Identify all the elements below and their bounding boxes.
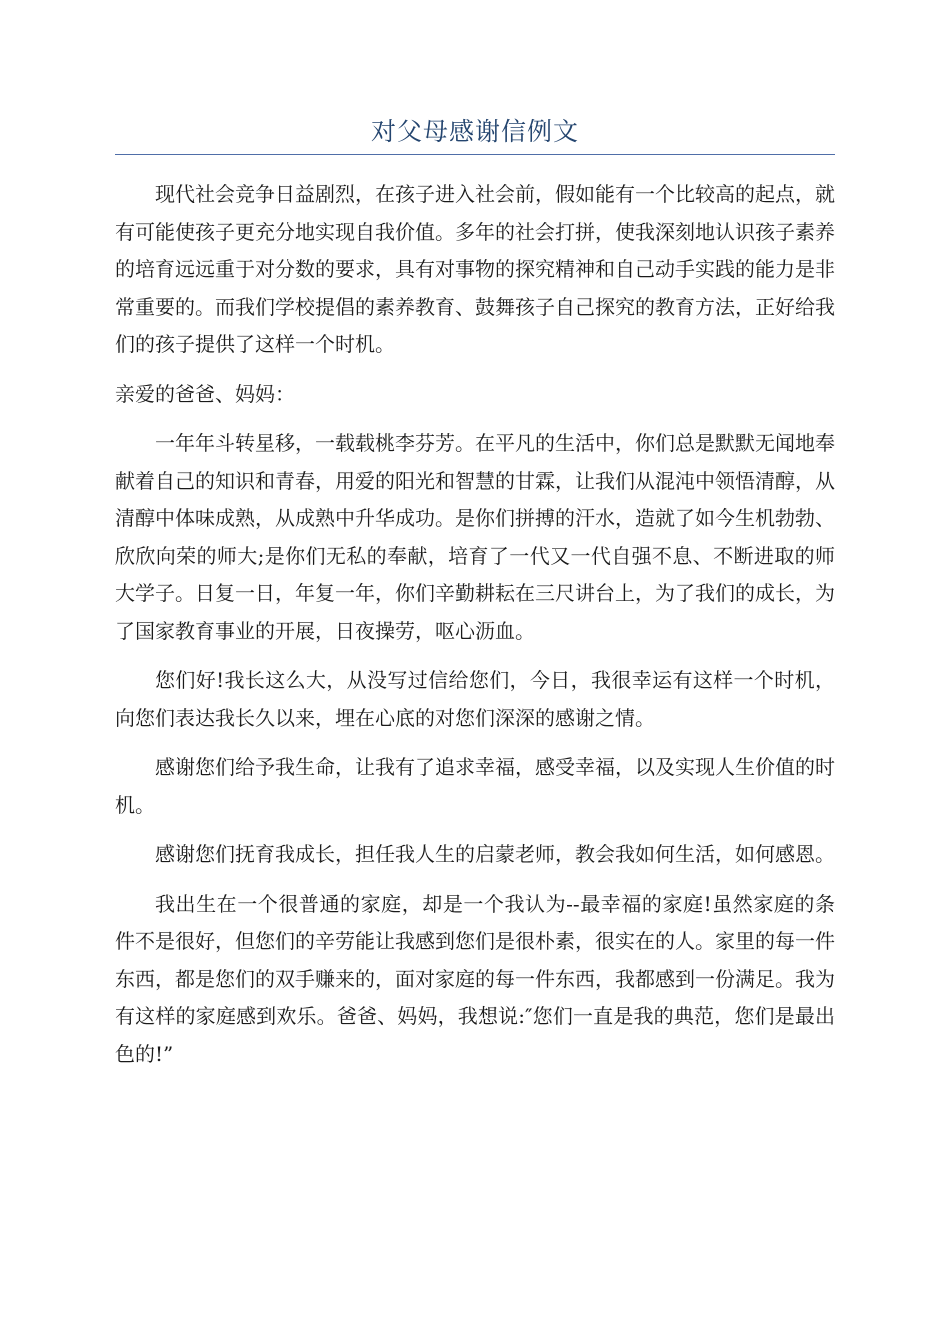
document-title: 对父母感谢信例文 [370, 117, 579, 146]
paragraph-thanks-life: 感谢您们给予我生命，让我有了追求幸福，感受幸福，以及实现人生价值的时机。 [115, 755, 835, 817]
paragraph-gratitude: 一年年斗转星移，一载载桃李芬芳。在平凡的生活中，你们总是默默无闻地奉献着自己的知识和青春，用爱的阳光和智慧的甘霖，让我们从混沌中领悟清醇，从清醇中体味成熟，从成熟中升华成功。是你们拼搏的汗水，造就了如今生机勃勃、欣欣向荣的师大;是你们无私的奉献，培育了一代又一代自强不息、不断进取的师大学子。日复一日，年复一年，你们辛勤耕耘在三尺讲台上，为了我们的成长，为了国家教育事业的开展，日夜操劳，呕心沥血。 [115, 431, 835, 643]
paragraph-thanks-upbringing: 感谢您们抚育我成长，担任我人生的启蒙老师，教会我如何生活，如何感恩。 [155, 842, 835, 866]
salutation: 亲爱的爸爸、妈妈： [115, 381, 295, 406]
paragraph-greeting: 您们好!我长这么大，从没写过信给您们，今日，我很幸运有这样一个时机，向您们表达我长久以来，埋在心底的对您们深深的感谢之情。 [115, 668, 835, 730]
document-body [115, 176, 835, 1085]
paragraph-intro: 现代社会竞争日益剧烈，在孩子进入社会前，假如能有一个比较高的起点，就有可能使孩子更充分地实现自我价值。多年的社会打拼，使我深刻地认识孩子素养的培育远远重于对分数的要求，具有对事物的探究精神和自己动手实践的能力是非常重要的。而我们学校提倡的素养教育、鼓舞孩子自己探究的教育方法，正好给我们的孩子提供了这样一个时机。 [115, 182, 835, 356]
title-underline [115, 154, 835, 155]
paragraph-family: 我出生在一个很普通的家庭，却是一个我认为--最幸福的家庭!虽然家庭的条件不是很好，但您们的辛劳能让我感到您们是很朴素，很实在的人。家里的每一件东西，都是您们的双手赚来的，面对家庭的每一件东西，我都感到一份满足。我为有这样的家庭感到欢乐。爸爸、妈妈，我想说:″您们一直是我的典范，您们是最出色的!” [115, 891, 835, 1066]
